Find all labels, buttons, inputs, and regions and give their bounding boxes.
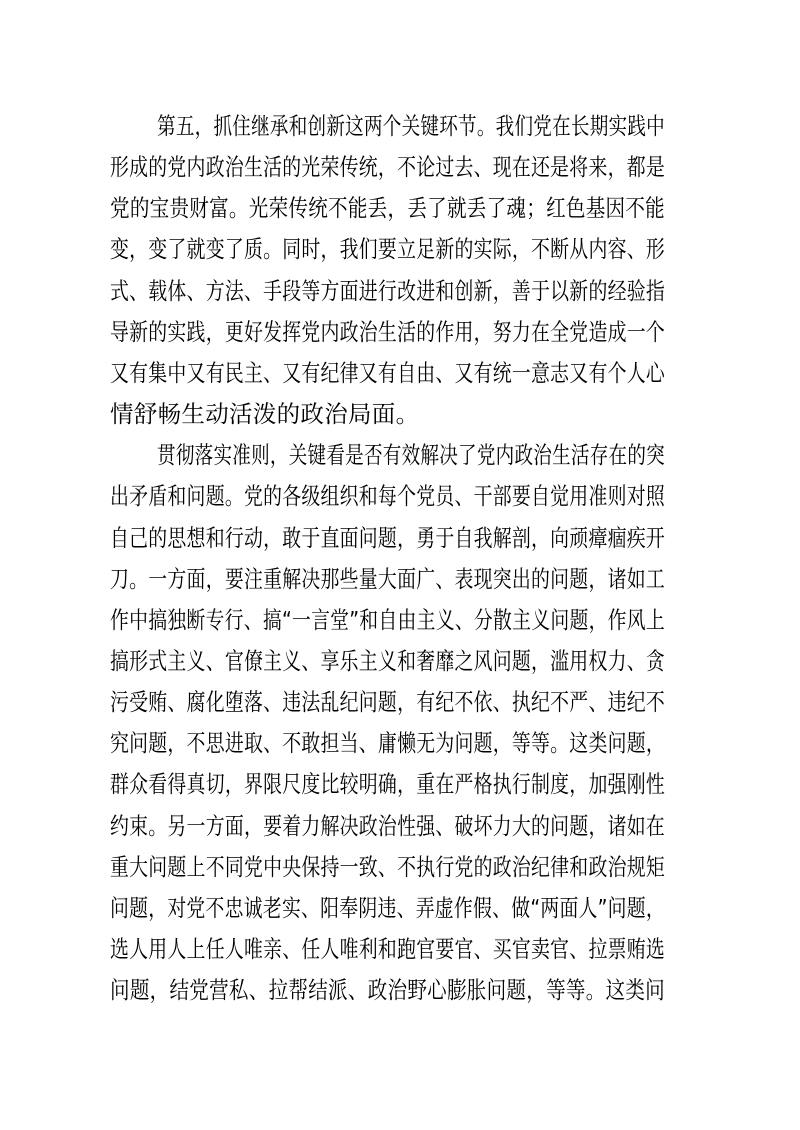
text-line: 选人用人上任人唯亲、任人唯利和跑官要官、买官卖官、拉票贿选 xyxy=(110,935,665,963)
text-line: 群众看得真切，界限尺度比较明确，重在严格执行制度，加强刚性 xyxy=(110,770,665,799)
text-line: 又有集中又有民主、又有纪律又有自由、又有统一意志又有个人心 xyxy=(110,358,665,387)
text-line: 形成的党内政治生活的光荣传统，不论过去、现在还是将来，都是 xyxy=(110,153,665,182)
text-line: 第五，抓住继承和创新这两个关键环节。我们党在长期实践中 xyxy=(157,112,665,140)
text-line: 出矛盾和问题。党的各级组织和每个党员、干部要自觉用准则对照 xyxy=(110,482,665,511)
text-line: 刀。一方面，要注重解决那些量大面广、表现突出的问题，诸如工 xyxy=(110,564,665,593)
text-line: 问题，结党营私、拉帮结派、政治野心膨胀问题，等等。这类问 xyxy=(110,976,665,1005)
text-line: 问题，对党不忠诚老实、阳奉阴违、弄虚作假、做“两面人”问题， xyxy=(110,893,665,922)
text-line: 导新的实践，更好发挥党内政治生活的作用，努力在全党造成一个 xyxy=(110,317,665,346)
text-line: 党的宝贵财富。光荣传统不能丢，丢了就丢了魂；红色基因不能 xyxy=(110,194,665,223)
text-line: 搞形式主义、官僚主义、享乐主义和奢靡之风问题，滥用权力、贪 xyxy=(110,646,665,675)
text-line: 情舒畅生动活泼的政治局面。 xyxy=(110,400,420,429)
text-line: 究问题，不思进取、不敢担当、庸懒无为问题，等等。这类问题， xyxy=(110,729,665,758)
text-line: 贯彻落实准则，关键看是否有效解决了党内政治生活存在的突 xyxy=(157,441,665,470)
text-line: 约束。另一方面，要着力解决政治性强、破坏力大的问题，诸如在 xyxy=(110,811,665,840)
text-line: 式、载体、方法、手段等方面进行改进和创新，善于以新的经验指 xyxy=(110,276,665,305)
text-line: 污受贿、腐化堕落、违法乱纪问题，有纪不依、执纪不严、违纪不 xyxy=(110,688,665,717)
text-line: 自己的思想和行动，敢于直面问题，勇于自我解剖，向顽瘴痼疾开 xyxy=(110,523,665,552)
text-line: 变，变了就变了质。同时，我们要立足新的实际，不断从内容、形 xyxy=(110,235,665,264)
text-line: 重大问题上不同党中央保持一致、不执行党的政治纪律和政治规矩 xyxy=(110,852,665,881)
text-line: 作中搞独断专行、搞“一言堂”和自由主义、分散主义问题，作风上 xyxy=(110,605,665,634)
